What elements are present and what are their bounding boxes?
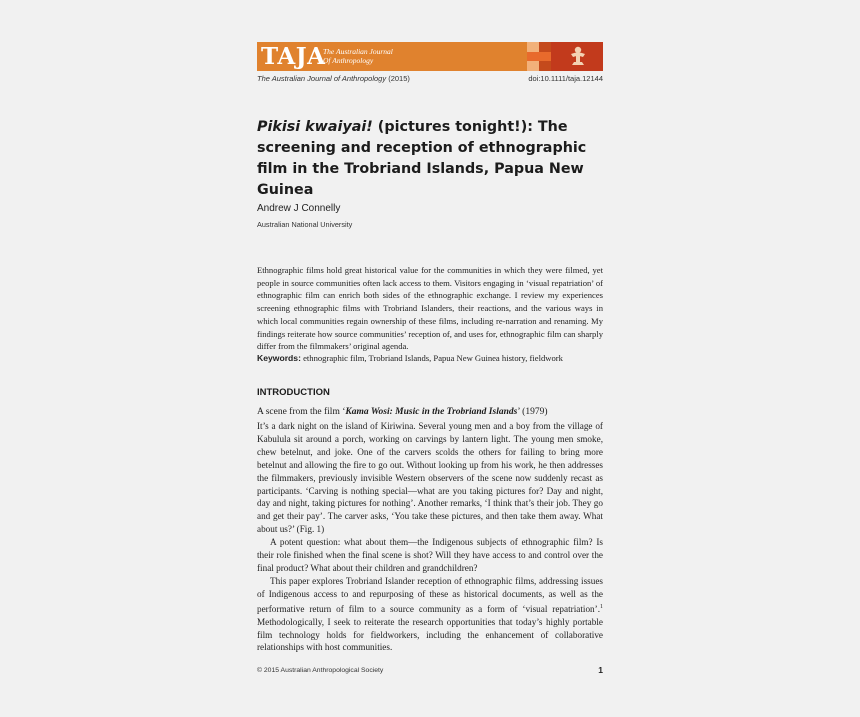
copyright-notice: © 2015 Australian Anthropological Society bbox=[257, 667, 384, 674]
subhead-prefix: A scene from the film ‘ bbox=[257, 407, 346, 417]
doi: doi:10.1111/taja.12144 bbox=[528, 74, 603, 83]
body-text bbox=[257, 420, 603, 654]
carved-figure-icon bbox=[567, 45, 589, 68]
journal-logo-subtitle bbox=[323, 47, 443, 65]
paragraph-text: This paper explores Trobriand Islander reception of ethnographic films, addressing issues of Indigenous access to and repurposing of these as historical documents, as well as the performative return of film to a source community as a form of ‘visual repatriation’. bbox=[257, 575, 603, 614]
author-name: Andrew J Connelly bbox=[257, 203, 341, 214]
keywords-list: ethnographic film, Trobriand Islands, Papua New Guinea history, fieldwork bbox=[300, 353, 563, 363]
banner-decoration bbox=[527, 52, 551, 61]
footnote-marker[interactable]: 1 bbox=[600, 603, 603, 610]
author-affiliation: Australian National University bbox=[257, 220, 353, 229]
paragraph-text: Methodologically, I seek to reiterate the research opportunities that today’s highly portable film technology holds for fieldworkers, including the enhancement of collaborative relationships with host communities. bbox=[257, 616, 603, 653]
paragraph: It’s a dark night on the island of Kiriwina. Several young men and a boy from the village of Kabulula sit around a porch, working on carvings by lantern light. The young men smoke, chew betelnut, and joke. One of the carvers scolds the others for failing to bring more betelnut and allowing the fire to go out. Without looking up from his work, he then addresses the filmmakers, previously invisible Western observers of the scene now suddenly recast as participants. ‘Carving is nothing special—what are you taking pictures for? Day and night, day and night, taking pictures for nothing’. Another remarks, ‘I think that’s their job. They go and get their pay’. The carver asks, ‘You take these pictures, and then take them away. What about us?’ (Fig. 1) bbox=[257, 421, 603, 535]
subhead-suffix: ’ (1979) bbox=[517, 407, 548, 417]
subsection-heading bbox=[257, 407, 607, 417]
journal-year: (2015) bbox=[388, 74, 410, 83]
logo-subtitle-line-1: The Australian Journal bbox=[323, 47, 393, 56]
film-title: Kama Wosi: Music in the Trobriand Islands bbox=[345, 407, 518, 417]
article-title-rest: (pictures tonight!): The screening and reception of ethnographic film in the Trobriand Islands, Papua New Guinea bbox=[257, 119, 587, 198]
page-number: 1 bbox=[598, 665, 603, 675]
journal-banner bbox=[257, 42, 603, 71]
article-title-italic: Pikisi kwaiyai! bbox=[257, 119, 373, 135]
journal-citation bbox=[257, 74, 410, 83]
paragraph: A potent question: what about them—the Indigenous subjects of ethnographic film? Is their role finished when the final scene is shot? Will they have access to and control over the final product? What about their children and grandchildren? bbox=[257, 537, 603, 573]
logo-subtitle-line-2: Of Anthropology bbox=[323, 56, 374, 65]
keywords bbox=[257, 353, 607, 363]
keywords-label: Keywords: bbox=[257, 353, 301, 363]
section-heading-introduction: INTRODUCTION bbox=[257, 387, 330, 398]
journal-logo-text: TAJA bbox=[261, 43, 326, 70]
article-title bbox=[257, 117, 607, 201]
abstract: Ethnographic films hold great historical value for the communities in which they were filmed, yet people in source communities often lack access to them. Visitors engaging in ‘visual repatriation’ of ethnographic film can enrich both sides of the ethnographic exchange. I review my experiences screening ethnographic films with Trobriand Islanders, their reactions, and the various ways in which local communities regain ownership of these films, including re-narration and renaming. My findings reiterate how source communities’ reception of, and uses for, ethnographic film can sharply differ from the filmmakers’ original agenda. bbox=[257, 265, 603, 352]
paragraph bbox=[257, 575, 603, 655]
journal-name: The Australian Journal of Anthropology bbox=[257, 74, 387, 83]
